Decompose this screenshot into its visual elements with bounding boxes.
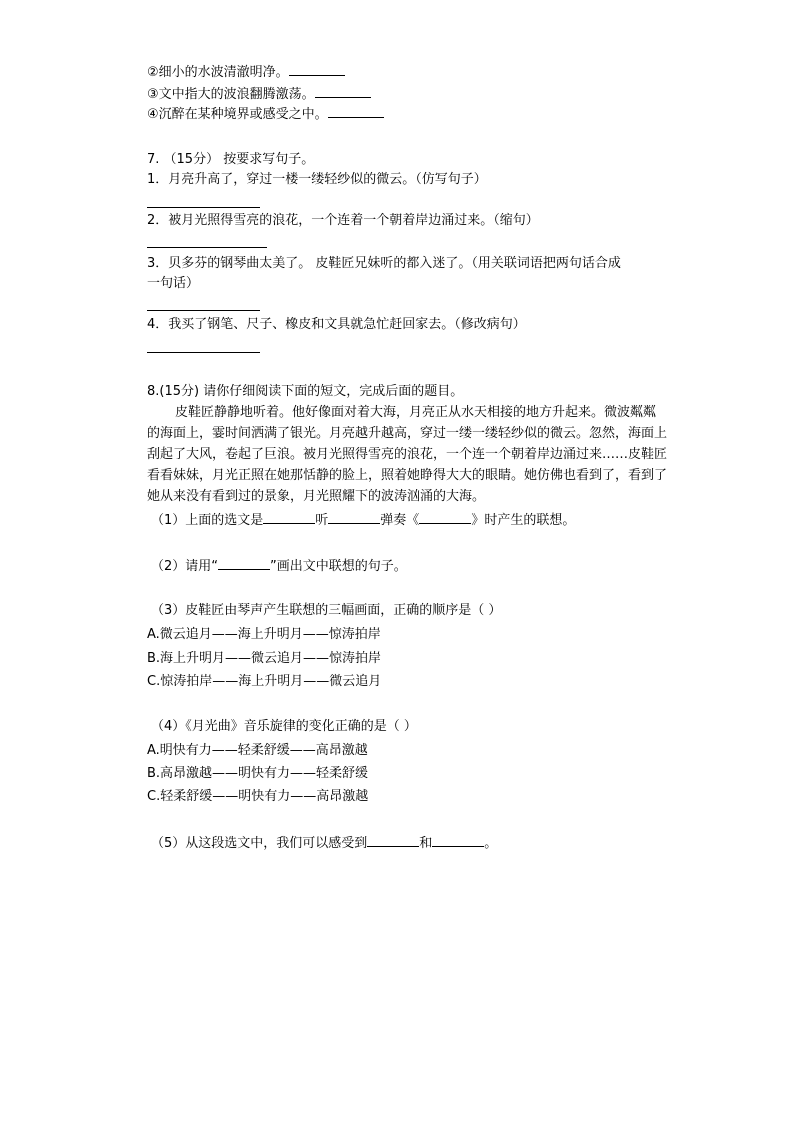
vocab-text: 沉醉在某种境界或感受之中。 — [158, 107, 328, 122]
answer-line[interactable] — [147, 247, 267, 248]
question-text: 听 — [315, 513, 329, 528]
answer-blank[interactable] — [263, 511, 315, 524]
answer-blank[interactable] — [328, 511, 380, 524]
answer-blank[interactable] — [328, 105, 384, 118]
answer-blank[interactable] — [367, 834, 419, 847]
q8-sub4-option-b: B.高昂激越——明快有力——轻柔舒缓 — [147, 766, 369, 781]
answer-line[interactable] — [147, 207, 260, 208]
question-text: （5）从这段选文中，我们可以感受到 — [151, 836, 368, 851]
q7-item-3: 3．贝多芬的钢琴曲太美了。 皮鞋匠兄妹听的都入迷了。（用关联词语把两句话合成 — [147, 256, 621, 271]
vocab-number: ④ — [147, 107, 159, 122]
q8-sub1 — [151, 511, 575, 530]
answer-line[interactable] — [147, 352, 260, 353]
q7-heading: 7. （15分） 按要求写句子。 — [147, 152, 315, 167]
vocab-item-3 — [147, 85, 371, 104]
q8-sub4-option-c: C.轻柔舒缓——明快有力——高昂激越 — [147, 789, 369, 804]
q8-sub4-option-a: A.明快有力——轻柔舒缓——高昂激越 — [147, 743, 368, 758]
answer-blank[interactable] — [419, 511, 471, 524]
q8-sub5 — [151, 834, 497, 853]
vocab-item-4 — [147, 105, 384, 124]
q7-item-2: 2．被月光照得雪亮的浪花，一个连着一个朝着岸边涌过来。（缩句） — [147, 213, 539, 228]
question-text: ”画出文中联想的句子。 — [270, 559, 407, 574]
q7-item-1: 1．月亮升高了，穿过一楼一缕轻纱似的微云。（仿写句子） — [147, 172, 487, 187]
q7-item-4: 4．我买了钢笔、尺子、橡皮和文具就急忙赶回家去。（修改病句） — [147, 317, 526, 332]
q8-sub3-option-c: C.惊涛拍岸——海上升明月——微云追月 — [147, 674, 382, 689]
vocab-number: ② — [147, 65, 159, 80]
q8-sub3-option-a: A.微云追月——海上升明月——惊涛拍岸 — [147, 627, 381, 642]
q8-sub3: （3）皮鞋匠由琴声产生联想的三幅画面，正确的顺序是（ ） — [151, 603, 502, 618]
answer-blank[interactable] — [315, 85, 371, 98]
question-text: （2）请用“ — [151, 559, 219, 574]
answer-blank[interactable] — [218, 557, 270, 570]
q8-sub3-option-b: B.海上升明月——微云追月——惊涛拍岸 — [147, 651, 382, 666]
answer-blank[interactable] — [289, 63, 345, 76]
question-text: 》时产生的联想。 — [471, 513, 576, 528]
question-text: 。 — [484, 836, 498, 851]
answer-blank[interactable] — [432, 834, 484, 847]
vocab-text: 细小的水波清澈明净。 — [158, 65, 289, 80]
question-text: （1）上面的选文是 — [151, 513, 264, 528]
vocab-item-2 — [147, 63, 345, 82]
q8-passage: 皮鞋匠静静地听着。他好像面对着大海，月亮正从水天相接的地方升起来。微波粼粼的海面上，霎时间洒满了银光。月亮越升越高，穿过一缕一缕轻纱似的微云。忽然，海面上刮起了大风，卷起了巨浪。被月光照得雪亮的浪花，一个连一个朝着岸边涌过来……皮鞋匠看看妹妹，月光正照在她那恬静的脸上，照着她睁得大大的眼睛。她仿佛也看到了，看到了她从来没有看到过的景象，月光照耀下的波涛汹涌的大海。 — [147, 405, 668, 504]
question-text: 和 — [419, 836, 433, 851]
q8-sub4: （4）《月光曲》音乐旋律的变化正确的是（ ） — [151, 719, 417, 734]
vocab-number: ③ — [147, 87, 159, 102]
vocab-text: 文中指大的波浪翻腾激荡。 — [158, 87, 315, 102]
answer-line[interactable] — [147, 310, 260, 311]
q8-heading: 8.(15分) 请你仔细阅读下面的短文，完成后面的题目。 — [147, 384, 464, 399]
q8-sub2 — [151, 557, 407, 576]
q7-item-3-cont: 一句话） — [147, 276, 200, 291]
question-text: 弹奏《 — [380, 513, 420, 528]
